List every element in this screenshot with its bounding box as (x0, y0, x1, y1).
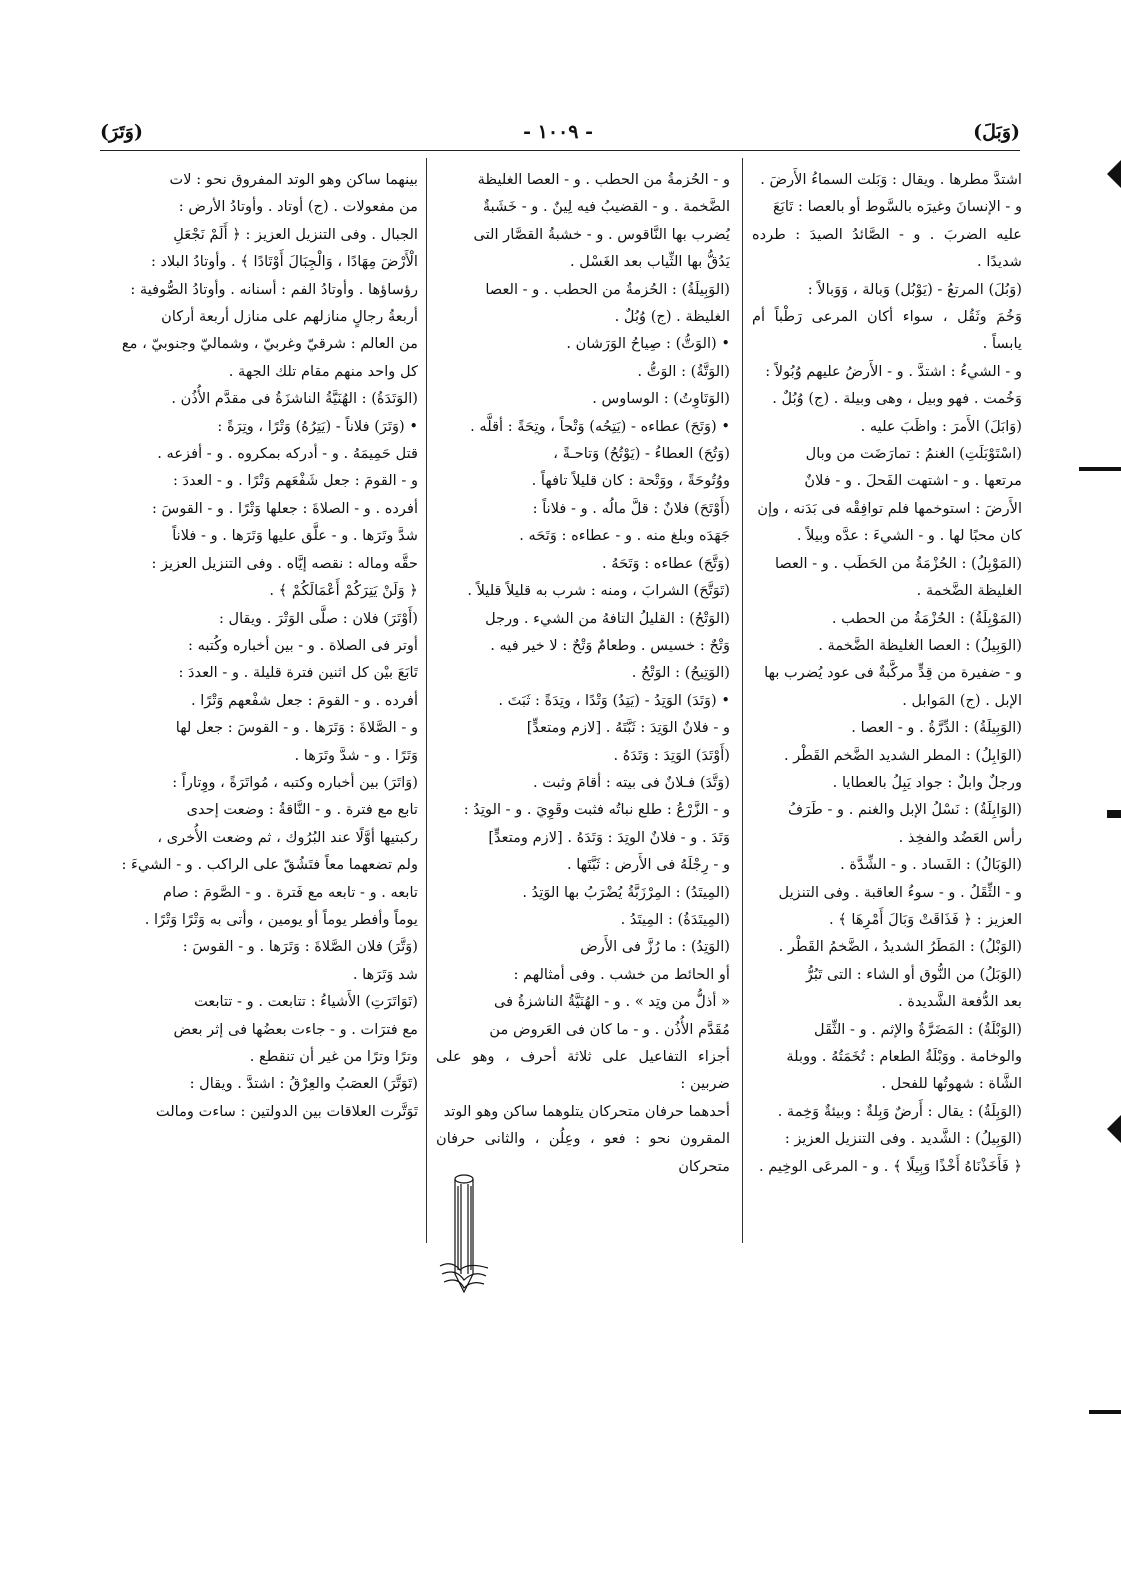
entry-line: (تَوَاتَرَتِ) الأَشياءُ : تتابعت . و - تتابعت (194, 993, 418, 1011)
entry-line: (الوَتْحُ) : القليلُ التافهُ من الشيء . ورجل (485, 609, 730, 627)
entry-line: و - ضفيرة من قِدٍّ مركَّبةٌ فى عود يُضرب بها (764, 664, 1022, 682)
entry-line: (وَاتَرَ) بين أخباره وكتبه ، مُواتَرَةً ، ووِتاراً : (172, 773, 418, 791)
entry-line: (تَوَتَّرَ) العصَبُ والعِرْقُ : اشتدَّ . ويقال : (189, 1075, 418, 1093)
entry-line: و - الشيءُ : اشتدَّ . و - الأَرضُ عليهم وُبُولاً : (765, 362, 1022, 380)
entry-line: و - الإنسانَ وغيرَه بالسَّوط أو بالعصا : تَابَعَ (773, 198, 1022, 216)
scan-edge-mark (1079, 467, 1121, 471)
entry-line: من مفعولات . (ج) أوتاد . وأوتادُ الأرض : (178, 198, 418, 216)
header-right-guide-word: (وَبَلَ) (973, 121, 1020, 143)
entry-line: الغليظة الضَّخمة . (916, 582, 1022, 600)
entry-line: شد وَتَرَها . (352, 965, 418, 983)
wooden-stake-icon (438, 1170, 490, 1298)
entry-line: (الوَتِدُ) : ما رُزَّ فى الأَرض (580, 938, 730, 956)
entry-line: (الوَتَدَةُ) : الهُنَيَّةُ الناشزَةُ فى مقدَّم الأُذُن . (171, 390, 418, 408)
entry-line: مع فترَات . و - جاءت بعضُها فى إثر بعض (173, 1020, 418, 1038)
entry-line: وترًا وترًا من غير أن تنقطع . (249, 1048, 418, 1065)
entry-line: كان محبًا لها . و - الشيءَ : عدَّه وبيلاً . (796, 527, 1022, 545)
entry-line: (المِيتَدُ) : المِرْزَبَّةُ يُضْرَبُ بها الوَتِدُ . (522, 883, 730, 901)
entry-line: (وَتَّرَ) فلان الصَّلاةَ : وَتَرَها . و - القوسَ : (182, 938, 418, 956)
entry-line: الْأَرْضَ مِهَادًا ، وَالْجِبَالَ أَوْتَادًا ﴾ . وأوتادُ البلاد : (150, 253, 418, 271)
entry-line: تابع مع فترة . و - النَّاقةُ : وضعت إحدى (186, 801, 418, 819)
entry-line: الإبل . (ج) المَوابل . (902, 691, 1022, 709)
entry-line: (الوَبَلُ) من النُّوق أو الشاء : التى تَبُرُّ (805, 965, 1022, 983)
entry-line: • (وَتَرَ) فلاناً - (يَتِرُهُ) وَتْرًا ، وتِرَةً : (217, 417, 418, 435)
entry-line: (الوَبِيلَةُ) : الدِّرَّةُ . و - العصا . (851, 719, 1022, 737)
entry-line: و - الثِّقَلُ . و - سوءُ العاقبة . وفى التنزيل (778, 883, 1022, 901)
page-number: - ١٠٠٩ - (523, 121, 593, 143)
entry-line: الشَّاة : شهوتُها للفحل . (881, 1075, 1022, 1093)
entry-line: و - القومَ : جعل شَفْعَهم وَتْرًا . و - العددَ : (172, 472, 418, 490)
entry-line: (الوَابِلَةُ) : نَسْلُ الإبل والغنم . و - طَرَفُ (788, 801, 1022, 819)
entry-line: و - رِجْلَهُ فى الأَرض : ثَبَّتَها . (567, 856, 730, 874)
entry-line: (المَوْبِلَةُ) : الحُزْمَةُ من الحطب . (831, 609, 1022, 627)
entry-line: مُقَدَّم الأُذُن . و - ما كان فى العَروض من (489, 1020, 730, 1038)
entry-line: كل واحد منهم مقام تلك الجهة . (228, 362, 418, 380)
entry-line: و - فلانٌ الوَتِدَ : ثَبَّتَهُ . [لازم ومتعدٍّ] (526, 719, 730, 737)
entry-line: قتل حَمِيمَهُ . و - أدركه بمكروه . و - أفزعه . (157, 445, 418, 463)
entry-line: ووُتُوحَةً ، ووَتْحة : كان قليلاً تافهاً . (531, 472, 730, 490)
entry-line: ورجلٌ وابلٌ : جواد يَبِلُ بالعطايا . (832, 773, 1022, 791)
column-left (110, 166, 418, 1246)
entry-line: يَدُقُّ بها الثِّياب بعد الغَسْل . (570, 253, 730, 271)
scan-edge-mark (1107, 810, 1121, 818)
entry-line: أربعةُ رجالٍ منازلهم على منازل أربعة أركان (161, 308, 418, 326)
entry-line: (أَوْتَحَ) فلانٌ : قلَّ مالُه . و - فلاناً : (532, 499, 730, 517)
entry-line: (وَتَّحَ) عطاءه : وَتَحَهُ . (601, 554, 730, 572)
entry-line: (المِيتَدَةُ) : المِيتَدُ . (620, 910, 730, 928)
entry-line: ﴿ فَأَخَذْنَاهُ أَخْذًا وَبِيلًا ﴾ . و - المرعَى الوخِيم . (758, 1157, 1022, 1175)
entry-line: ﴿ وَلَنْ يَتِرَكُمْ أَعْمَالَكُمْ ﴾ . (269, 582, 418, 600)
header-rule (100, 150, 1020, 151)
scan-edge-mark (1089, 1410, 1121, 1414)
entry-line: • (الوَتُّ) : صِياحُ الوَرَشان . (566, 335, 730, 353)
entry-line: (أَوْتَرَ) فلان : صلَّى الوَتْرَ . ويقال : (218, 609, 418, 627)
entry-line: وَخُمت . فهو وبيل ، وهى وبيلة . (ج) وُبُلٌ . (772, 390, 1022, 408)
page-header (100, 112, 1020, 152)
scan-edge-mark (1107, 1115, 1121, 1143)
entry-line: أحدهما حرفان متحركان يتلوهما ساكن وهو الوتد (443, 1102, 730, 1120)
entry-line: عليه الضربَ . و - الصَّائدُ الصيدَ : طرده شديدًا . (752, 225, 1022, 271)
entry-line: (الوَبْلَةُ) : المَضَرَّةُ والإثم . و - الثِّقَل (814, 1020, 1022, 1038)
entry-line: (الوَبِيلُ) : الشَّديد . وفى التنزيل العزيز : (784, 1130, 1022, 1148)
column-middle (436, 166, 730, 1246)
entry-line: أفرده . و - القومَ : جعل شفْعهم وَتْرًا . (190, 691, 418, 709)
entry-line: الغليظة . (ج) وُبُلٌ . (614, 308, 730, 326)
entry-line: الجبال . وفى التنزيل العزيز : ﴿ أَلَمْ نَجْعَلِ (173, 225, 418, 243)
entry-line: بعد الدُّفعة الشَّديدة . (898, 993, 1022, 1011)
column-divider-right (742, 158, 743, 1243)
entry-line: (اسْتَوْبَلَتِ) الغنمُ : تمارَضَت من وبال (805, 445, 1022, 463)
entry-line: • (وَتَحَ) عطاءه - (يَتِحُه) وَتْحاً ، وتِحَةً : أقلَّه . (470, 417, 730, 435)
entry-line: من العالم : شرقيّ وغربيّ ، وشماليّ وجنوبيّ ، مع (121, 335, 418, 353)
entry-line: أوتر فى الصلاة . و - بين أخباره وكُتبه : (188, 636, 418, 654)
entry-line: الأَرضَ : استوخمها فلم توافِقْه فى بَدَنه ، وإن (757, 499, 1022, 517)
entry-line: تابعه . و - تابعه مع فَترة . و - الصَّومَ : صام (163, 883, 418, 901)
entry-line: العزيز : ﴿ فَذَاقَتْ وَبَالَ أَمْرِهَا ﴾ . (828, 910, 1022, 928)
entry-line: رأس العَضُد والفخِذ . (898, 828, 1022, 846)
entry-line: و - الحُزمةُ من الحطب . و - العصا الغليظة (477, 171, 730, 188)
entry-line: أفرده . و - الصلاةَ : جعلها وَتْرًا . و - القوسَ : (152, 499, 418, 517)
entry-line: (الوَتَاوِتُ) : الوساوس . (592, 390, 730, 408)
entry-line: (الوَتِيحُ) : الوَتْحُ . (631, 664, 730, 682)
entry-line: اشتدَّ مطرها . ويقال : وَبَلت السماءُ الأَرضَ . (760, 171, 1022, 188)
entry-line: (وَابَلَ) الأَمرَ : واظَبَ عليه . (860, 417, 1022, 435)
entry-line: وَتْحٌ : خسيس . وطعامٌ وَتْحٌ : لا خير فيه . (490, 636, 730, 654)
entry-line: (الوَبَالُ) : الفَساد . و - الشِّدَّة . (840, 856, 1022, 874)
entry-line: جَهَدَه وبلغ منه . و - عطاءه : وَتَحَه . (519, 527, 730, 545)
entry-line: « أذلُّ من وتِد » . و - الهُنَيَّةُ الناشزةُ فى (494, 993, 730, 1011)
entry-line: مرتعها . و - اشتهت الفَحلَ . و - فلانٌ (804, 472, 1022, 490)
entry-line: يوماً وأفطر يوماً أو يومين ، وأتى به وَتْرًا وَتْرًا . (144, 910, 418, 928)
header-left-guide-word: (وَتَرَ) (100, 121, 143, 143)
entry-line: تَوَتَّرت العلاقات بين الدولتين : ساءت ومالت (155, 1102, 418, 1120)
entry-line: ولم تضعهما معاً فتَشُقّ على الراكب . و - الشيءَ : (121, 856, 418, 874)
entry-line: شدَّ وتَرَها . و - علَّق عليها وَتَرَها . و - فلاناً (172, 527, 418, 545)
entry-line: حقَّه وماله : نقصه إيَّاه . وفى التنزيل العزيز : (151, 554, 418, 572)
entry-line: أجزاء التفاعيل على ثلاثة أحرف ، وهو على ضربين : (436, 1048, 730, 1093)
entry-line: (وَتُحَ) العطاءُ - (يَوْتُحُ) وَتاحـةً ، (553, 445, 730, 463)
entry-line: ركبتيها أوَّلًا عند البُرُوك ، ثم وضعت الأُخرى ، (157, 828, 418, 846)
entry-line: (الوَبِيلُ) : العصا الغليظة الضَّخمة . (818, 636, 1022, 654)
entry-line: (الوَتَّةُ) : الوَتُّ . (637, 362, 730, 380)
entry-line: (تَوَتَّحَ) الشرابَ ، ومنه : شرب به قليلاً قليلاً . (467, 582, 730, 600)
entry-line: و - الزَّرْعُ : طلع نباتُه فثبت وقَوِيَ . و - الوتِدُ : (463, 801, 730, 819)
scan-edge-mark (1107, 160, 1121, 188)
entry-line: (الوَبِيلَةُ) : الحُزمةُ من الحطب . و - العصا (485, 280, 730, 298)
entry-line: و - الصَّلاةَ : وَتَرَها . و - القوسَ : جعل لها (175, 719, 418, 737)
entry-line: (الوَبْلُ) : المَطَرُ الشديدُ ، الضَّخمُ القَطْر . (778, 938, 1022, 956)
entry-line: (الوَبِلَةُ) : يقال : أَرضٌ وَبِلةٌ : وبيئةٌ وَخِمة . (777, 1102, 1022, 1120)
entry-line: وَتَدَ . و - فلانٌ الوتِدَ : وَتَدَهُ . [لازم ومتعدٍّ] (488, 828, 730, 846)
entry-line: • (وَتَدَ) الوَتِدُ - (يَتِدُ) وَتْدًا ، وتِدَةً : ثَبَتَ . (498, 691, 730, 709)
entry-line: الضَّخمة . و - القضيبُ فيه لِينٌ . و - خَشَبةٌ (482, 198, 730, 216)
entry-line: (وَتَّدَ) فـلانٌ فى بيته : أقامَ وثبت . (532, 773, 730, 791)
entry-line: (الوَابِلُ) : المطر الشديد الضَّخم القَطْر . (783, 746, 1022, 764)
entry-line: بينهما ساكن وهو الوتد المفروق نحو : لات (169, 171, 418, 188)
entry-line: والوخامة . ووَبْلَةُ الطعام : تُخَمَتُهُ . ووبلة (786, 1048, 1022, 1065)
entry-line: (وَبُلَ) المرتعُ - (يَوْبُل) وَبالة ، وَوَبالاً : (807, 280, 1022, 298)
entry-line: وَخُمَ وثَقُل ، سواء أكان المرعى رَطْباً أم يابساً . (752, 308, 1022, 353)
entry-line: وَتَرًا . و - شدَّ وتَرَها . (294, 746, 418, 764)
entry-line: تَابَعَ بيْن كل اثنين فترة قليلة . و - العددَ : (178, 664, 418, 682)
entry-line: أو الحائط من خشب . وفى أمثالهم : (513, 965, 730, 983)
column-divider-left (426, 158, 427, 1243)
entry-line: يُضرب بها النَّاقوس . و - خشبةُ القصَّار التى (473, 225, 730, 243)
entry-line: رؤساؤها . وأوتادُ الفم : أسنانه . وأوتادُ الصُّوفية : (130, 280, 418, 298)
entry-line: (المَوْبِلُ) : الحُزْمَةُ من الحَطَب . و - العصا (774, 554, 1022, 572)
column-right (752, 166, 1022, 1246)
entry-line: (أَوْتَدَ) الوَتِدَ : وَتَدَهُ . (613, 746, 730, 764)
entry-line: المقرون نحو : فعو ، وعِلُن ، والثانى حرفان متحركان (436, 1130, 730, 1175)
